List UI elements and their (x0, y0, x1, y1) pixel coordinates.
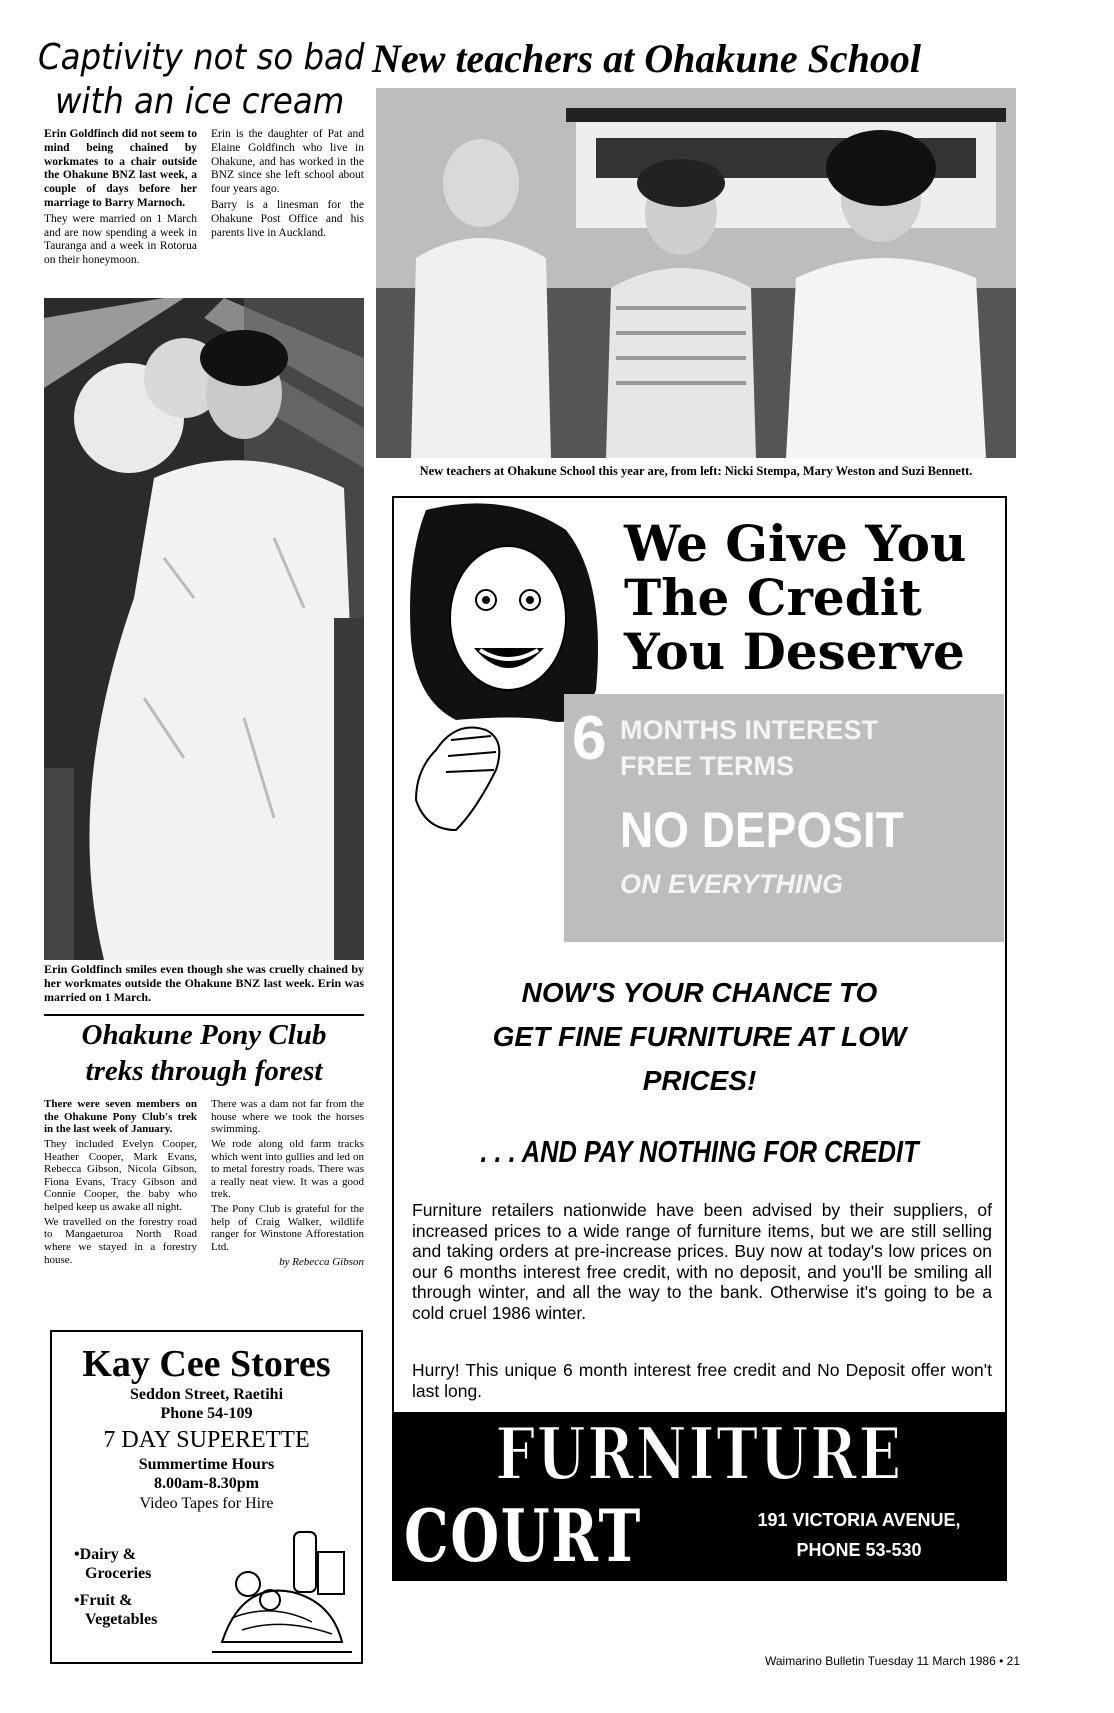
brand-furniture: FURNITURE (495, 1411, 903, 1496)
bride-photo (44, 298, 364, 960)
kaycee-address: Seddon Street, Raetihi (129, 1386, 284, 1403)
kaycee-video: Video Tapes for Hire (139, 1495, 274, 1512)
captivity-paragraph: Barry is a linesman for the Ohakune Post Office and his parents live in Auckland. (211, 198, 364, 239)
pony-body (44, 1098, 364, 1304)
on-everything: ON EVERYTHING (620, 869, 844, 899)
pony-paragraph: We rode along old farm tracks which went into gullies and led on to metal forestry roads. There was a really neat view. It was a good trek. (211, 1137, 364, 1201)
furniture-court-ad (392, 496, 1007, 1581)
kaycee-hours-label: Summertime Hours (138, 1456, 275, 1473)
kaycee-ad (50, 1330, 363, 1664)
pony-byline: by Rebecca Gibson (279, 1255, 364, 1268)
pony-headline-1: Ohakune Pony Club (81, 1019, 327, 1051)
pony-paragraph: There was a dam not far from the house where we took the horses swimming. (211, 1098, 364, 1136)
captivity-headline-2: with an ice cream (55, 81, 345, 122)
captivity-paragraph: They were married on 1 March and are now spending a week in Tauranga and a week in Rotorua on their honeymoon. (44, 212, 197, 267)
furniture-paragraph-1: Furniture retailers nationwide have been advised by their suppliers, of increased prices to a wide range of furniture items, but we are still selling and taking orders at pre-increase prices. Buy now at today's low prices on our 6 months interest free credit, with no deposit, and you'll be smiling all through winter, and all the way to the bank. Otherwise it's going to be a cold cruel 1986 winter. (412, 1200, 992, 1323)
teachers-caption: New teachers at Ohakune School this year are, from left: Nicki Stempa, Mary Weston and Suzi Bennett. (419, 464, 973, 478)
captivity-headline-1: Captivity not so bad (38, 37, 365, 78)
plus-label: Plus (480, 797, 551, 862)
kaycee-item-2a: •Fruit & (74, 1592, 133, 1609)
kaycee-hours: 8.00am-8.30pm (154, 1475, 259, 1492)
kaycee-item-2b: Vegetables (85, 1611, 158, 1628)
six-numeral: 6 (572, 704, 607, 773)
furniture-address: 191 VICTORIA AVENUE, (757, 1510, 961, 1530)
no-deposit: NO DEPOSIT (620, 802, 904, 858)
months-line-2: FREE TERMS (620, 751, 795, 781)
chance-line-2: GET FINE FURNITURE AT LOW (492, 1021, 907, 1052)
pony-headline-2: treks through forest (85, 1055, 323, 1087)
furniture-phone: PHONE 53-530 (796, 1540, 922, 1560)
kaycee-name: Kay Cee Stores (82, 1343, 331, 1385)
pay-nothing: . . . AND PAY NOTHING FOR CREDIT (480, 1134, 919, 1169)
brand-court: COURT (404, 1493, 642, 1578)
kaycee-item-1b: Groceries (85, 1565, 152, 1582)
offer-panel (480, 694, 1004, 942)
slogan-line-3: You Deserve (624, 622, 965, 681)
kaycee-superette: 7 DAY SUPERETTE (103, 1427, 310, 1453)
pony-paragraph: We travelled on the forestry road to Mangaeturoa North Road where we stayed in a forestry house. (44, 1215, 197, 1266)
teachers-headline: New teachers at Ohakune School (372, 36, 921, 81)
months-line-1: MONTHS INTEREST (620, 715, 879, 745)
furniture-paragraph-2: Hurry! This unique 6 month interest free credit and No Deposit offer won't last long. (412, 1360, 992, 1401)
captivity-body (44, 128, 364, 288)
captivity-paragraph: Erin is the daughter of Pat and Elaine Goldfinch who live in Ohakune, and has worked in the BNZ since she left school about four years ago. (211, 128, 364, 196)
pony-paragraph: The Pony Club is grateful for the help of Craig Walker, wildlife ranger for Winstone Afforestation Ltd. (211, 1203, 364, 1254)
furniture-court-logo-block (394, 1412, 1005, 1579)
chance-line-3: PRICES! (642, 1065, 757, 1096)
kaycee-phone: Phone 54-109 (160, 1405, 253, 1422)
page-footer: Waimarino Bulletin Tuesday 11 March 1986 • 21 (765, 1654, 1020, 1668)
kaycee-item-1a: •Dairy & (74, 1546, 137, 1563)
groceries-illustration (212, 1522, 352, 1660)
captivity-caption: Erin Goldfinch smiles even though she was cruelly chained by her workmates outside the Ohakune BNZ last week. Erin was married on 1 March. (44, 962, 364, 1004)
teachers-photo (376, 88, 1016, 458)
captivity-paragraph: Erin Goldfinch did not seem to mind being chained by workmates to a chair outside the Ohakune BNZ last week, a couple of days before her marriage to Barry Marnoch. (44, 128, 197, 209)
pony-paragraph: There were seven members on the Ohakune Pony Club's trek in the last week of January. (44, 1098, 197, 1136)
divider (44, 1014, 364, 1016)
chance-line-1: NOW'S YOUR CHANCE TO (521, 977, 878, 1008)
slogan-line-1: We Give You (624, 514, 967, 573)
pony-paragraph: They included Evelyn Cooper, Heather Cooper, Mark Evans, Rebecca Gibson, Nicola Gibson, Fiona Evans, Tracy Gibson and Connie Cooper, the baby who helped keep us awake all night. (44, 1137, 197, 1214)
slogan-line-2: The Credit (624, 568, 922, 627)
